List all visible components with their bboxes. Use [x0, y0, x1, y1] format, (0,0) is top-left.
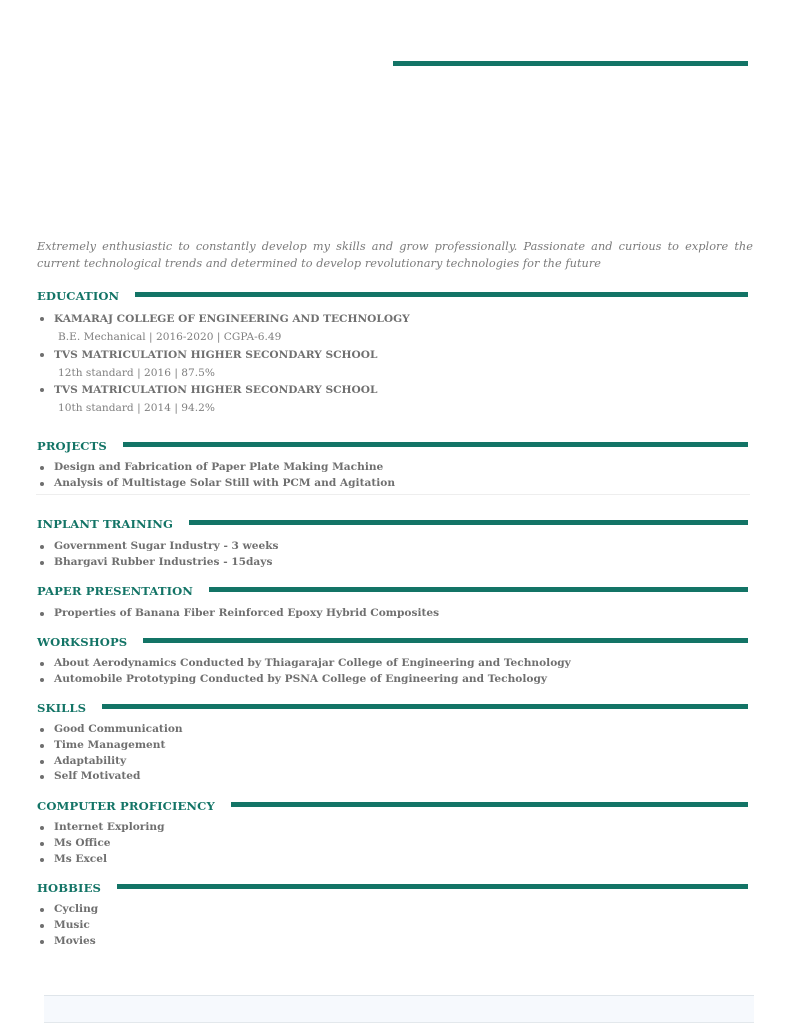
education-details: 10th standard | 2014 | 94.2%: [58, 402, 215, 414]
section-header: [37, 583, 748, 599]
skill-text: Time Management: [54, 738, 166, 751]
hobby-text: Cycling: [54, 903, 99, 915]
section-header: [37, 700, 748, 716]
projects-section: [37, 438, 748, 492]
bullet-icon: [40, 775, 44, 779]
section-rule: [143, 638, 748, 643]
training-text: Bhargavi Rubber Industries - 15days: [54, 555, 273, 568]
project-title: Design and Fabrication of Paper Plate Making Machine: [54, 461, 384, 473]
workshops-list: [37, 656, 748, 688]
bullet-icon: [40, 728, 44, 732]
section-rule: [231, 802, 748, 807]
skill-item: [37, 738, 748, 754]
proficiency-item: [37, 836, 748, 852]
school-name: TVS MATRICULATION HIGHER SECONDARY SCHOOL: [54, 384, 378, 396]
education-section: [37, 288, 748, 418]
school-name: KAMARAJ COLLEGE OF ENGINEERING AND TECHNOLOGY: [54, 313, 410, 325]
project-item: [37, 476, 748, 492]
education-item: [37, 347, 748, 383]
bullet-icon: [40, 482, 44, 486]
workshop-title: Automobile Prototyping Conducted by PSNA College of Engineering and Techology: [54, 672, 548, 685]
section-title: EDUCATION: [37, 289, 120, 303]
training-item: [37, 539, 748, 555]
education-list: [37, 311, 748, 418]
project-item: [37, 460, 748, 476]
profile-summary: Extremely enthusiastic to constantly develop my skills and grow professionally. Passionate and curious to explore the current technological trends and determined to develop revolutionary technologies for the future: [37, 240, 753, 270]
proficiency-item: [37, 852, 748, 868]
bullet-icon: [40, 940, 44, 944]
education-details: B.E. Mechanical | 2016-2020 | CGPA-6.49: [58, 331, 282, 343]
inplant-training-section: [37, 516, 748, 571]
bullet-icon: [40, 388, 44, 392]
skill-item: [37, 722, 748, 738]
proficiency-text: Ms Excel: [54, 852, 107, 865]
skill-item: [37, 769, 748, 785]
skills-list: [37, 722, 748, 785]
hobby-text: Music: [54, 918, 90, 931]
paper-presentation-list: [37, 606, 748, 622]
section-rule: [135, 292, 748, 297]
projects-list: [37, 460, 748, 492]
section-title: WORKSHOPS: [37, 635, 128, 649]
hobby-item: [37, 902, 748, 918]
bullet-icon: [40, 612, 44, 616]
section-rule: [209, 587, 748, 592]
section-title: PROJECTS: [37, 439, 107, 453]
project-title: Analysis of Multistage Solar Still with PCM and Agitation: [54, 476, 396, 489]
education-item: [37, 311, 748, 347]
computer-proficiency-list: [37, 820, 748, 867]
proficiency-item: [37, 820, 748, 836]
bullet-icon: [40, 317, 44, 321]
skills-section: [37, 700, 748, 785]
paper-title: Properties of Banana Fiber Reinforced Epoxy Hybrid Composites: [54, 607, 440, 619]
bullet-icon: [40, 662, 44, 666]
paper-presentation-section: [37, 583, 748, 622]
skill-text: Good Communication: [54, 723, 183, 735]
skill-text: Adaptability: [54, 754, 127, 767]
section-header: [37, 634, 748, 650]
workshops-section: [37, 634, 748, 688]
section-title: HOBBIES: [37, 881, 101, 895]
bullet-icon: [40, 858, 44, 862]
hobby-text: Movies: [54, 934, 96, 947]
training-item: [37, 555, 748, 571]
hobby-item: [37, 918, 748, 934]
inplant-training-list: [37, 539, 748, 571]
bullet-icon: [40, 760, 44, 764]
bullet-icon: [40, 842, 44, 846]
skill-text: Self Motivated: [54, 770, 141, 783]
section-rule: [117, 884, 748, 889]
workshop-item: [37, 656, 748, 672]
bullet-icon: [40, 561, 44, 565]
bullet-icon: [40, 678, 44, 682]
bullet-icon: [40, 466, 44, 470]
proficiency-text: Ms Office: [54, 836, 111, 849]
skill-item: [37, 754, 748, 770]
hobby-item: [37, 934, 748, 950]
education-details: 12th standard | 2016 | 87.5%: [58, 366, 215, 379]
training-text: Government Sugar Industry - 3 weeks: [54, 540, 279, 552]
hobbies-section: [37, 880, 748, 949]
bullet-icon: [40, 908, 44, 912]
hobbies-list: [37, 902, 748, 949]
bullet-icon: [40, 744, 44, 748]
proficiency-text: Internet Exploring: [54, 821, 165, 833]
section-header: [37, 438, 748, 454]
section-divider: [36, 494, 750, 495]
bullet-icon: [40, 545, 44, 549]
section-header: [37, 288, 748, 304]
bullet-icon: [40, 826, 44, 830]
school-name: TVS MATRICULATION HIGHER SECONDARY SCHOOL: [54, 348, 378, 361]
section-title: COMPUTER PROFICIENCY: [37, 799, 215, 813]
education-item: [37, 382, 748, 418]
section-header: [37, 798, 748, 814]
section-title: SKILLS: [37, 701, 87, 715]
section-rule: [102, 704, 748, 709]
section-header: [37, 516, 748, 532]
workshop-item: [37, 672, 748, 688]
paper-item: [37, 606, 748, 622]
computer-proficiency-section: [37, 798, 748, 867]
workshop-title: About Aerodynamics Conducted by Thiagarajar College of Engineering and Technology: [54, 657, 571, 669]
bullet-icon: [40, 924, 44, 928]
bullet-icon: [40, 353, 44, 357]
header-accent-bar: [393, 61, 748, 66]
footer-band: [44, 995, 754, 1023]
section-title: INPLANT TRAINING: [37, 517, 173, 531]
section-rule: [123, 442, 748, 447]
section-rule: [189, 520, 748, 525]
section-title: PAPER PRESENTATION: [37, 584, 193, 598]
section-header: [37, 880, 748, 896]
